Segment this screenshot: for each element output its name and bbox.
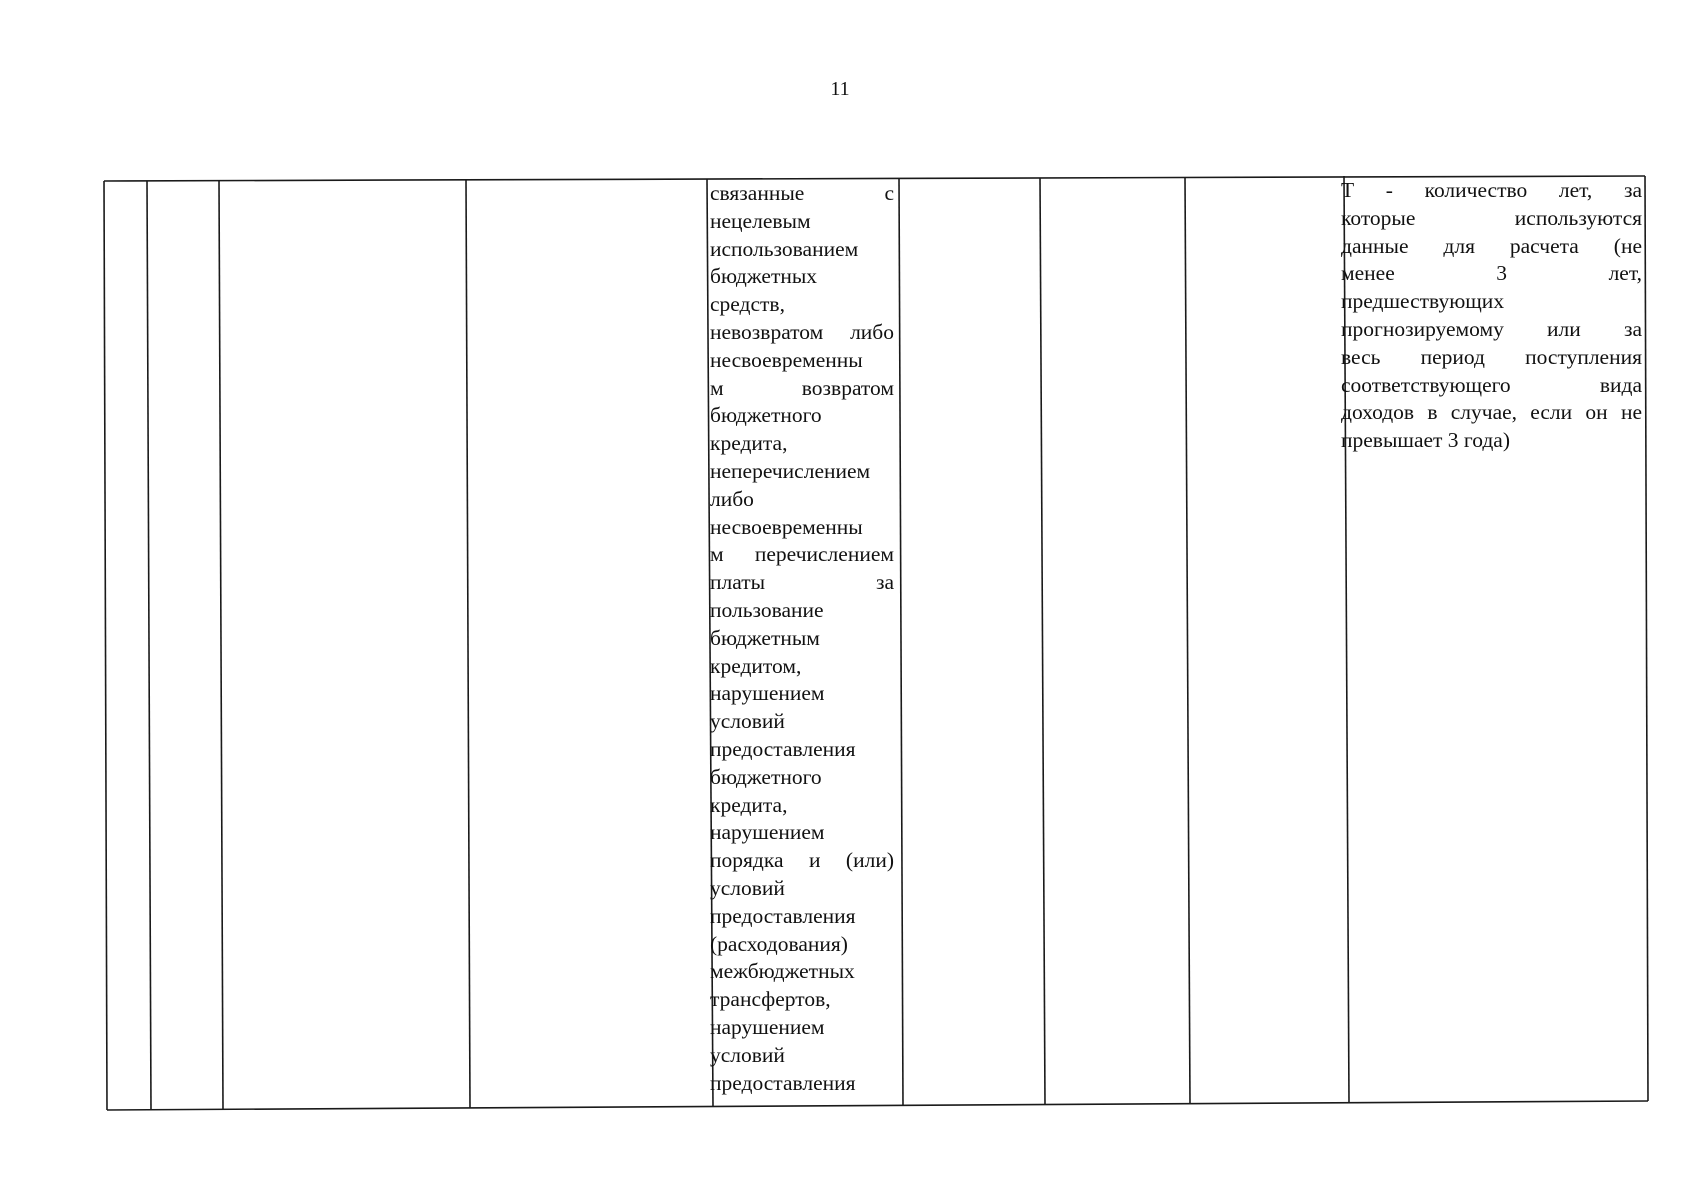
text-line: прогнозируемому или за: [1341, 316, 1642, 341]
text-line: использованием: [710, 236, 859, 261]
text-line: (расходования): [710, 931, 848, 956]
text-line: весь период поступления: [1341, 344, 1642, 369]
text-line: кредита,: [710, 431, 788, 456]
text-line: кредитом,: [710, 653, 802, 678]
column-border-4: [466, 180, 470, 1108]
text-line: неперечислением: [710, 458, 871, 483]
text-line: несвоевременны: [710, 347, 863, 372]
text-line: платы за: [710, 570, 894, 595]
text-line: порядка и (или): [710, 848, 894, 873]
text-line: предоставления: [710, 736, 856, 761]
text-line: условий: [710, 1042, 785, 1067]
text-line: нецелевым: [710, 208, 811, 233]
text-line: бюджетных: [710, 264, 818, 289]
text-line: пользование: [710, 597, 824, 622]
text-line: межбюджетных: [710, 959, 855, 984]
text-line: нарушением: [710, 1014, 825, 1039]
text-line: бюджетным: [710, 625, 820, 650]
column-border-10: [1645, 176, 1648, 1101]
column-border-7: [1040, 178, 1045, 1105]
text-line: соответствующего вида: [1341, 372, 1642, 397]
text-line: м возвратом: [710, 375, 894, 400]
table-cell-col9: [1341, 177, 1642, 455]
column-border-3: [219, 181, 223, 1109]
text-line: невозвратом либо: [710, 319, 894, 344]
text-line: бюджетного: [710, 403, 822, 428]
text-line: средств,: [710, 292, 785, 317]
text-line: предшествующих: [1341, 289, 1505, 314]
page-number: 11: [830, 78, 850, 100]
table-bottom-border: [107, 1101, 1648, 1110]
column-border-1: [104, 181, 107, 1110]
text-line: трансфертов,: [710, 987, 831, 1012]
text-line: условий: [710, 875, 785, 900]
text-line: превышает 3 года): [1341, 428, 1510, 453]
column-border-2: [147, 181, 151, 1110]
text-line: предоставления: [710, 1070, 856, 1095]
text-line: м перечислением: [710, 542, 894, 567]
text-line: связанные с: [710, 181, 894, 205]
text-line: доходов в случае, если он не: [1341, 400, 1642, 425]
text-line: нарушением: [710, 820, 825, 845]
text-line: бюджетного: [710, 764, 822, 789]
table-cell-col5: [710, 180, 894, 1097]
column-border-8: [1185, 177, 1190, 1104]
text-line: кредита,: [710, 792, 788, 817]
text-line: которые используются: [1341, 205, 1642, 230]
text-line: данные для расчета (не: [1341, 233, 1642, 258]
text-line: предоставления: [710, 903, 856, 928]
text-line: нарушением: [710, 681, 825, 706]
text-line: либо: [710, 486, 754, 511]
column-border-6: [899, 178, 903, 1106]
text-line: Т - количество лет, за: [1341, 178, 1642, 202]
text-line: несвоевременны: [710, 514, 863, 539]
text-line: менее 3 лет,: [1341, 261, 1642, 286]
text-line: условий: [710, 709, 785, 734]
